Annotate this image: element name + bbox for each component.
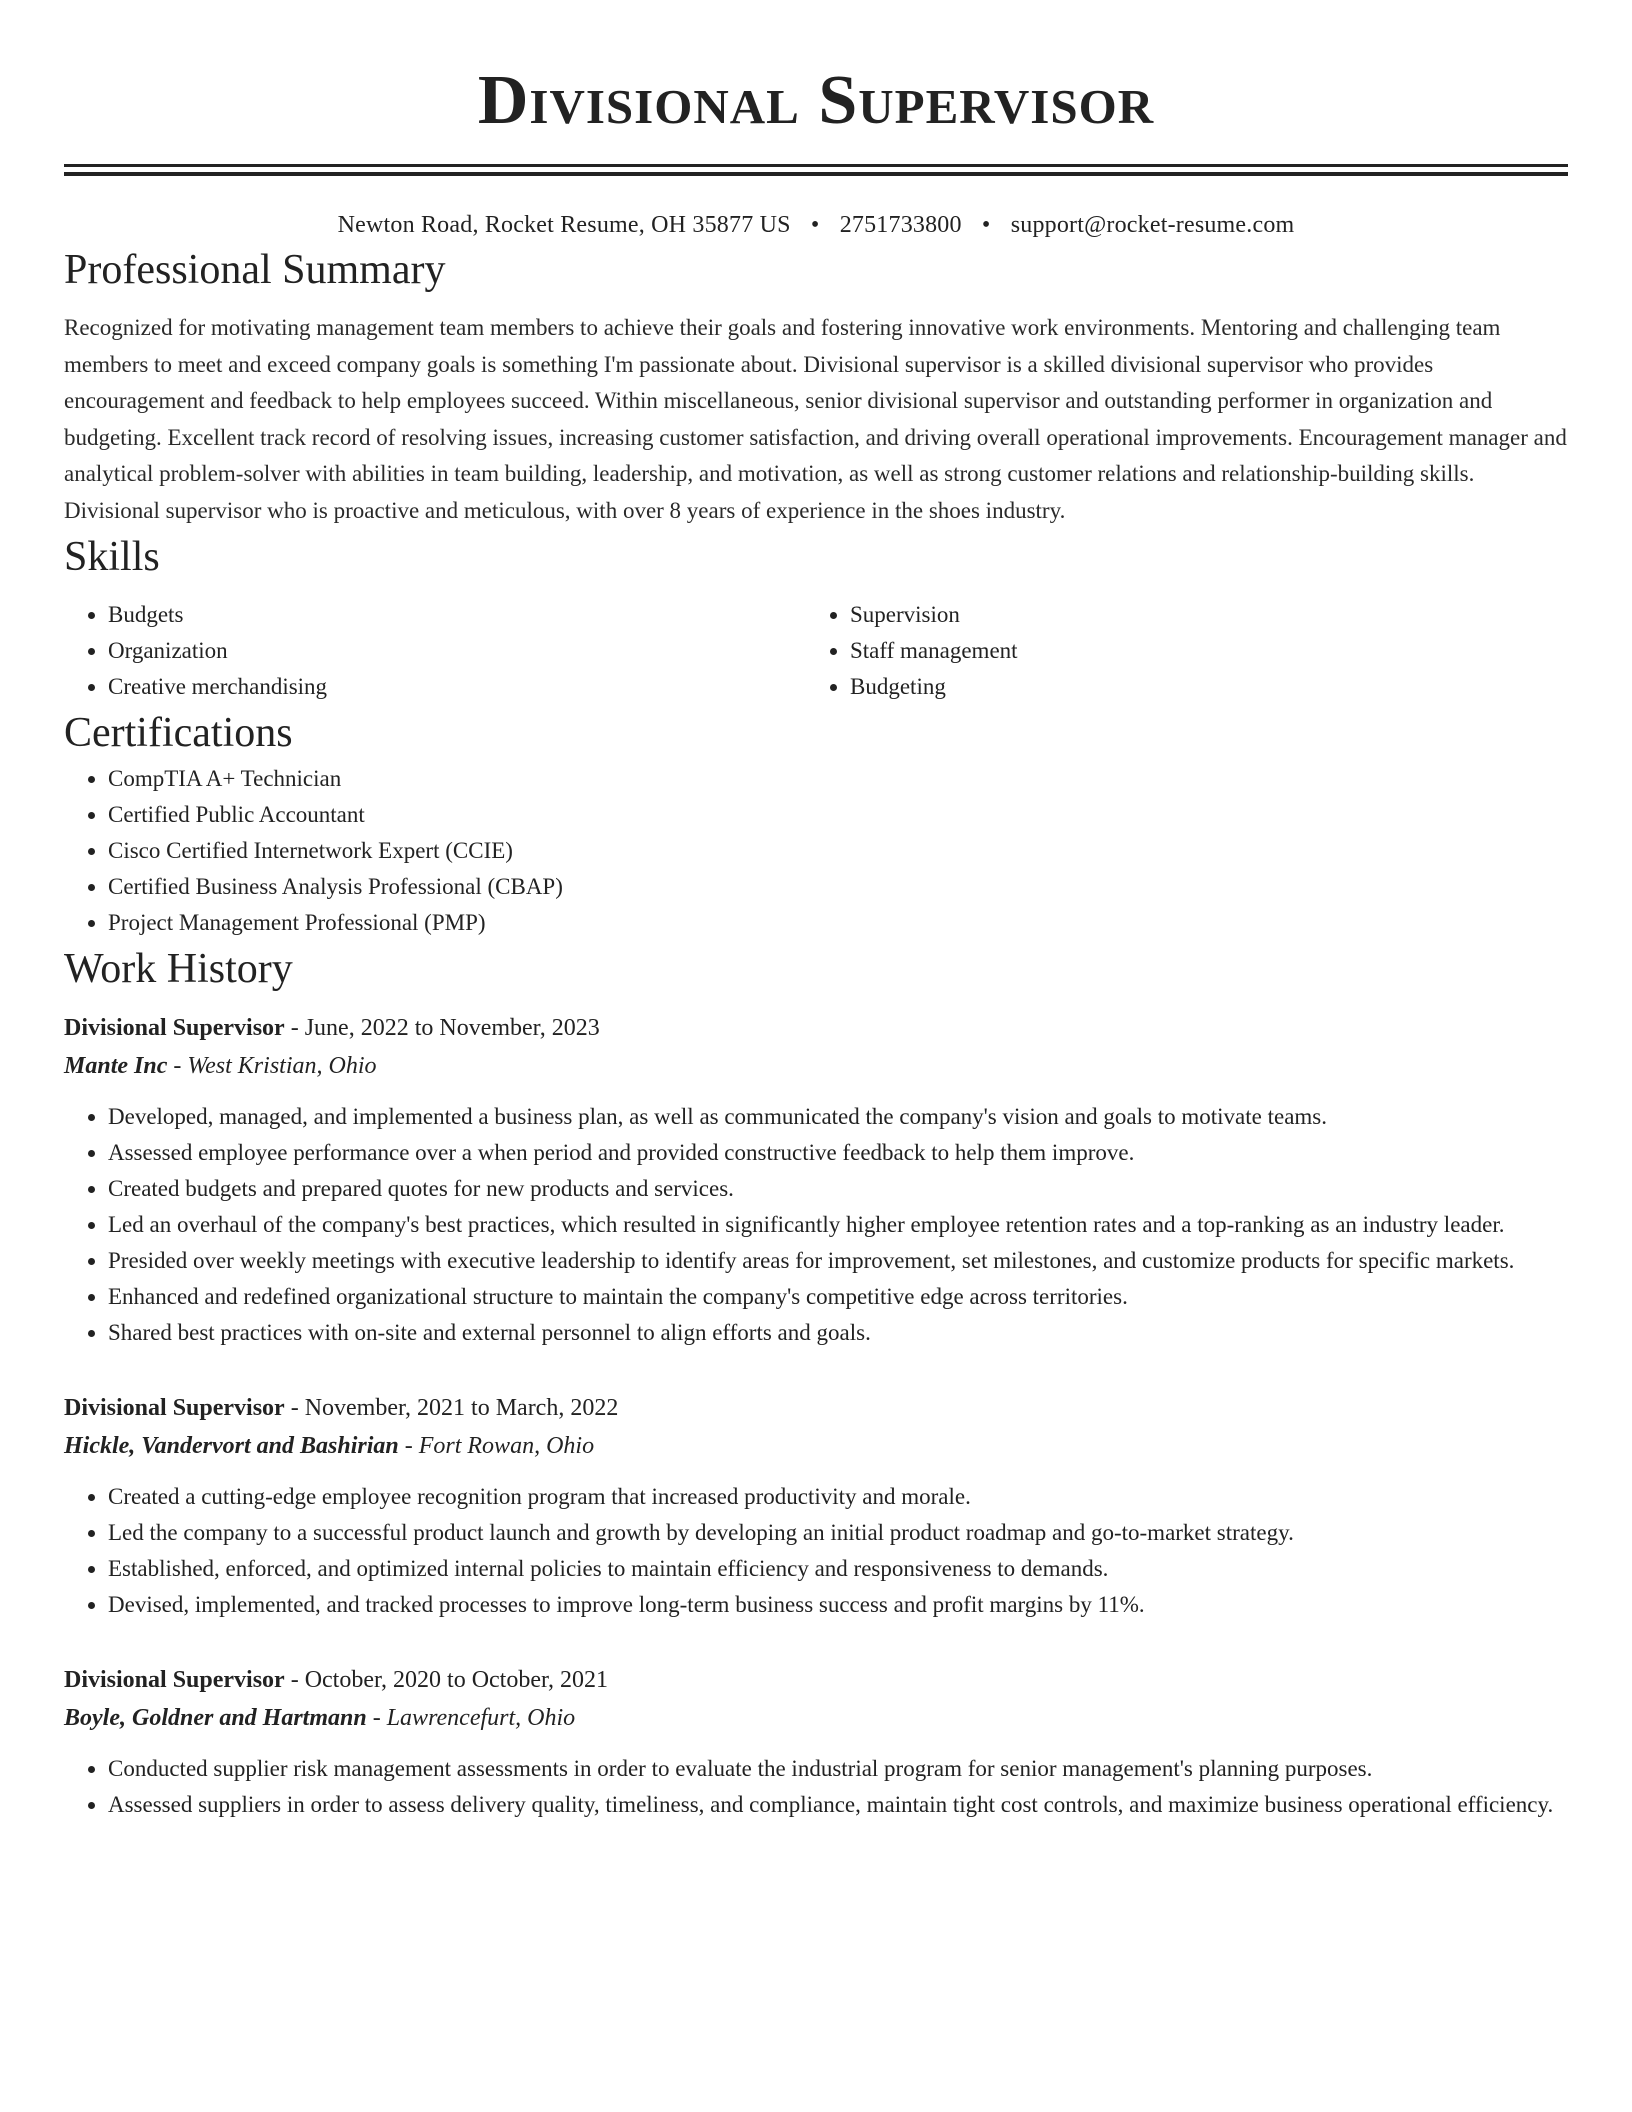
job-company: Boyle, Goldner and Hartmann	[64, 1705, 367, 1731]
job-duty: • Led the company to a successful product launch and growth by developing an initial product roadmap and go-to-market strategy.	[108, 1515, 1568, 1551]
job-role: Divisional Supervisor	[64, 1667, 285, 1693]
contact-email: support@rocket-resume.com	[1010, 212, 1295, 238]
job-duty: • Conducted supplier risk management assessments in order to evaluate the industrial program for senior management's planning purposes.	[108, 1751, 1568, 1787]
certifications-heading: Certifications	[64, 710, 293, 756]
job-duty: • Developed, managed, and implemented a business plan, as well as communicated the company's vision and goals to motivate teams.	[108, 1099, 1568, 1135]
job-duty: • Created a cutting-edge employee recognition program that increased productivity and morale.	[108, 1479, 1568, 1515]
job-dates: - October, 2020 to October, 2021	[284, 1667, 609, 1693]
skill-item: • Supervision	[850, 597, 1548, 633]
contact-address: Newton Road, Rocket Resume, OH 35877 US	[337, 212, 791, 238]
job-duty: • Created budgets and prepared quotes for new products and services.	[108, 1171, 1568, 1207]
skills-left-list	[64, 597, 806, 705]
certifications-list	[64, 761, 1568, 941]
resume-page	[64, 0, 1568, 1823]
skills-right-list	[806, 597, 1548, 705]
job-entry	[64, 1389, 1568, 1623]
job-duty: • Enhanced and redefined organizational structure to maintain the company's competitive edge across territories.	[108, 1279, 1568, 1315]
job-location: - Lawrencefurt, Ohio	[366, 1705, 576, 1731]
job-duty: • Led an overhaul of the company's best practices, which resulted in significantly higher employee retention rates and a top-ranking as an industry leader.	[108, 1207, 1568, 1243]
job-entry	[64, 1009, 1568, 1351]
job-company-line	[64, 1699, 1568, 1737]
job-duty: • Devised, implemented, and tracked processes to improve long-term business success and profit margins by 11%.	[108, 1587, 1568, 1623]
contact-line	[64, 208, 1568, 242]
job-duty: • Shared best practices with on-site and external personnel to align efforts and goals.	[108, 1315, 1568, 1351]
job-role: Divisional Supervisor	[64, 1015, 285, 1041]
job-duties-list	[64, 1099, 1568, 1351]
job-role: Divisional Supervisor	[64, 1395, 285, 1421]
skill-item: • Organization	[108, 633, 806, 669]
summary-text: Recognized for motivating management team members to achieve their goals and fostering innovative work environments. Mentoring and challenging team members to meet and exceed company goals is something I'm passionate about. Divisional supervisor is a skilled divisional supervisor who provides encouragement and feedback to help employees succeed. Within miscellaneous, senior divisional supervisor and outstanding performer in organization and budgeting. Excellent track record of resolving issues, increasing customer satisfaction, and driving overall operational improvements. Encouragement manager and analytical problem-solver with abilities in team building, leadership, and motivation, as well as strong customer relations and relationship-building skills. Divisional supervisor who is proactive and meticulous, with over 8 years of experience in the shoes industry.	[64, 315, 1567, 523]
job-title-line	[64, 1389, 1568, 1427]
job-company: Mante Inc	[64, 1053, 168, 1079]
certification-item: • Cisco Certified Internetwork Expert (CCIE)	[108, 833, 1568, 869]
contact-phone: 2751733800	[839, 212, 962, 238]
skill-item: • Creative merchandising	[108, 669, 806, 705]
certification-item: • CompTIA A+ Technician	[108, 761, 1568, 797]
job-duty: • Presided over weekly meetings with executive leadership to identify areas for improvement, set milestones, and customize products for specific markets.	[108, 1243, 1568, 1279]
job-duties-list	[64, 1479, 1568, 1623]
job-location: - West Kristian, Ohio	[167, 1053, 377, 1079]
skills-column-right	[806, 597, 1548, 705]
job-company-line	[64, 1427, 1568, 1465]
job-dates: - June, 2022 to November, 2023	[284, 1015, 600, 1041]
contact-separator: •	[810, 212, 820, 238]
job-dates: - November, 2021 to March, 2022	[284, 1395, 619, 1421]
skills-column-left	[64, 597, 806, 705]
job-entry	[64, 1661, 1568, 1823]
certification-item: • Project Management Professional (PMP)	[108, 905, 1568, 941]
job-duty: • Assessed employee performance over a when period and provided constructive feedback to help them improve.	[108, 1135, 1568, 1171]
certification-item: • Certified Business Analysis Professional (CBAP)	[108, 869, 1568, 905]
skills-list	[64, 597, 1568, 705]
job-duty: • Established, enforced, and optimized internal policies to maintain efficiency and responsiveness to demands.	[108, 1551, 1568, 1587]
certification-item: • Certified Public Accountant	[108, 797, 1568, 833]
skills-heading: Skills	[64, 534, 160, 580]
job-company-line	[64, 1047, 1568, 1085]
contact-separator: •	[981, 212, 991, 238]
summary-heading: Professional Summary	[64, 247, 446, 293]
skill-item: • Staff management	[850, 633, 1548, 669]
job-company: Hickle, Vandervort and Bashirian	[64, 1433, 399, 1459]
job-title-line	[64, 1009, 1568, 1047]
job-duty: • Assessed suppliers in order to assess delivery quality, timeliness, and compliance, maintain tight cost controls, and maximize business operational efficiency.	[108, 1787, 1568, 1823]
job-duties-list	[64, 1751, 1568, 1823]
work-history-heading: Work History	[64, 946, 293, 992]
page-title: Divisional Supervisor	[477, 62, 1155, 139]
header-divider	[64, 164, 1568, 176]
skill-item: • Budgeting	[850, 669, 1548, 705]
skill-item: • Budgets	[108, 597, 806, 633]
job-title-line	[64, 1661, 1568, 1699]
job-location: - Fort Rowan, Ohio	[398, 1433, 595, 1459]
